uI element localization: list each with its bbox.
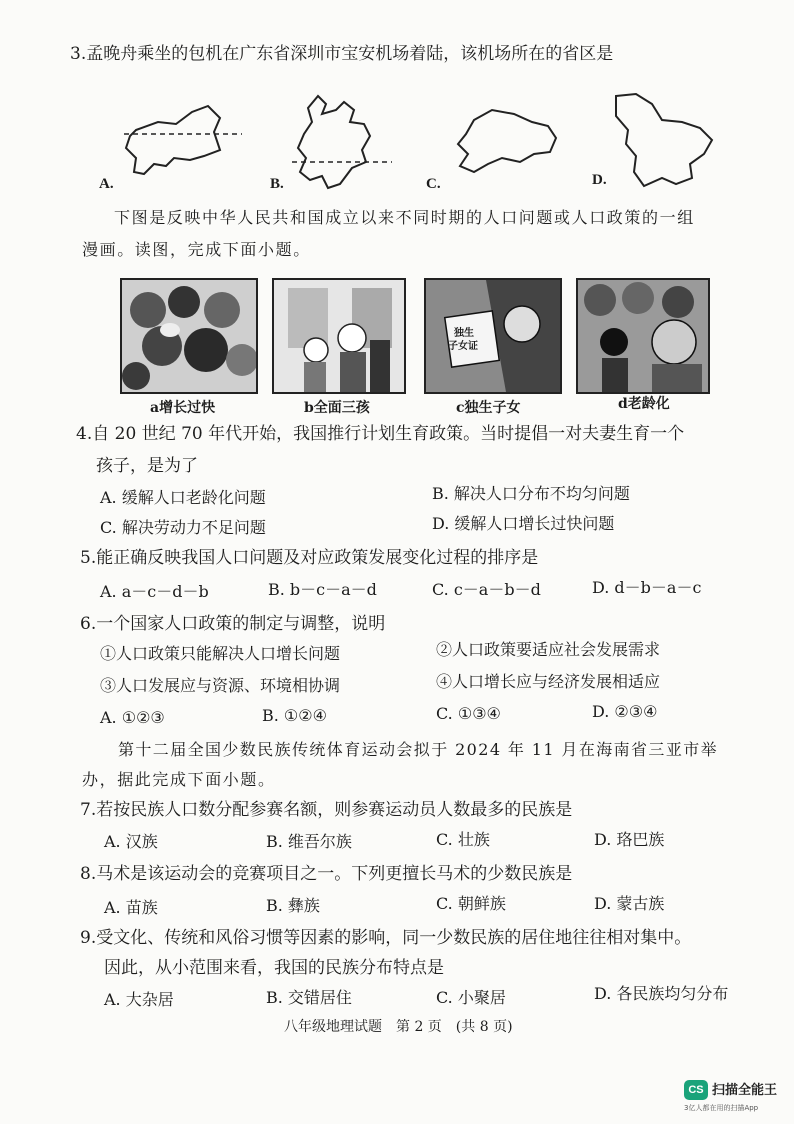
cartoon-b-image (272, 278, 406, 394)
q3-option-d-label: D. (592, 172, 607, 188)
map-option-d (616, 94, 712, 186)
q9-stem-line1: 9.受文化、传统和风俗习惯等因素的影响，同一少数民族的居住地往往相对集中。 (80, 928, 692, 948)
q4-option-a: A. 缓解人口老龄化问题 (100, 488, 266, 507)
cartoon-d-caption: d老龄化 (618, 396, 670, 412)
q6-statement-3: ③人口发展应与资源、环境相协调 (100, 676, 341, 695)
q7-option-d: D. 珞巴族 (594, 830, 665, 849)
q3-option-c-label: C. (426, 176, 441, 192)
q9-option-c: C. 小聚居 (436, 988, 506, 1007)
camscanner-logo-icon: CS (684, 1080, 708, 1100)
map-option-b (292, 96, 392, 188)
q3-stem: 3.孟晚舟乘坐的包机在广东省深圳市宝安机场着陆，该机场所在的省区是 (70, 44, 614, 64)
q6-statement-2: ②人口政策要适应社会发展需求 (436, 640, 661, 659)
cartoon-c-image (424, 278, 562, 394)
q7-option-b: B. 维吾尔族 (266, 832, 352, 851)
cartoon-a-caption: a增长过快 (150, 400, 216, 416)
q6-option-b: B. ①②④ (262, 706, 327, 725)
q6-statement-1: ①人口政策只能解决人口增长问题 (100, 644, 341, 663)
certificate-text-2: 子女证 (448, 341, 478, 352)
q7-option-a: A. 汉族 (104, 832, 158, 851)
q7-option-c: C. 壮族 (436, 830, 490, 849)
cartoon-c-caption: c独生子女 (456, 400, 521, 416)
q9-option-b: B. 交错居住 (266, 988, 352, 1007)
sports-intro-line1: 第十二届全国少数民族传统体育运动会拟于 2024 年 11 月在海南省三亚市举 (118, 740, 719, 759)
camscanner-tagline: 3亿人都在用的扫描App (684, 1104, 759, 1112)
q9-option-d: D. 各民族均匀分布 (594, 984, 729, 1003)
cartoon-d-image (576, 278, 710, 394)
page-footer: 八年级地理试题 第 2 页 (共 8 页) (284, 1019, 513, 1035)
q7-stem: 7.若按民族人口数分配参赛名额，则参赛运动员人数最多的民族是 (80, 800, 573, 820)
q4-stem-line2: 孩子，是为了 (96, 456, 198, 476)
q4-stem-line1: 4.自 20 世纪 70 年代开始，我国推行计划生育政策。当时提倡一对夫妻生育一个 (76, 424, 685, 444)
q6-stem: 6.一个国家人口政策的制定与调整，说明 (80, 614, 386, 634)
cartoon-a-image (120, 278, 258, 394)
cartoon-intro-line1: 下图是反映中华人民共和国成立以来不同时期的人口问题或人口政策的一组 (114, 208, 695, 227)
q6-statement-4: ④人口增长应与经济发展相适应 (436, 672, 661, 691)
q8-option-a: A. 苗族 (104, 898, 158, 917)
map-option-c (458, 110, 556, 172)
q3-province-maps (96, 92, 746, 202)
q8-option-c: C. 朝鲜族 (436, 894, 506, 913)
certificate-text-1: 独生 (454, 328, 474, 339)
camscanner-name: 扫描全能王 (712, 1083, 778, 1098)
q5-stem: 5.能正确反映我国人口问题及对应政策发展变化过程的排序是 (80, 548, 539, 568)
q8-option-d: D. 蒙古族 (594, 894, 665, 913)
q4-option-c: C. 解决劳动力不足问题 (100, 518, 266, 537)
q6-option-c: C. ①③④ (436, 704, 501, 723)
cartoon-b-caption: b全面三孩 (304, 400, 370, 416)
q5-option-a: A. a－c－d－b (100, 582, 209, 601)
q6-option-a: A. ①②③ (100, 708, 165, 727)
cartoon-intro-line2: 漫画。读图，完成下面小题。 (82, 240, 311, 259)
q3-option-b-label: B. (270, 176, 284, 192)
q9-option-a: A. 大杂居 (104, 990, 174, 1009)
map-option-a (124, 106, 242, 174)
q9-stem-line2: 因此，从小范围来看，我国的民族分布特点是 (104, 958, 444, 978)
q5-option-b: B. b－c－a－d (268, 580, 377, 599)
q6-option-d: D. ②③④ (592, 702, 658, 721)
q3-option-a-label: A. (99, 176, 114, 192)
sports-intro-line2: 办，据此完成下面小题。 (82, 770, 276, 789)
q5-option-d: D. d－b－a－c (592, 578, 702, 597)
q4-option-d: D. 缓解人口增长过快问题 (432, 514, 615, 533)
q8-option-b: B. 彝族 (266, 896, 320, 915)
q8-stem: 8.马术是该运动会的竞赛项目之一。下列更擅长马术的少数民族是 (80, 864, 573, 884)
q5-option-c: C. c－a－b－d (432, 580, 541, 599)
q4-option-b: B. 解决人口分布不均匀问题 (432, 484, 630, 503)
